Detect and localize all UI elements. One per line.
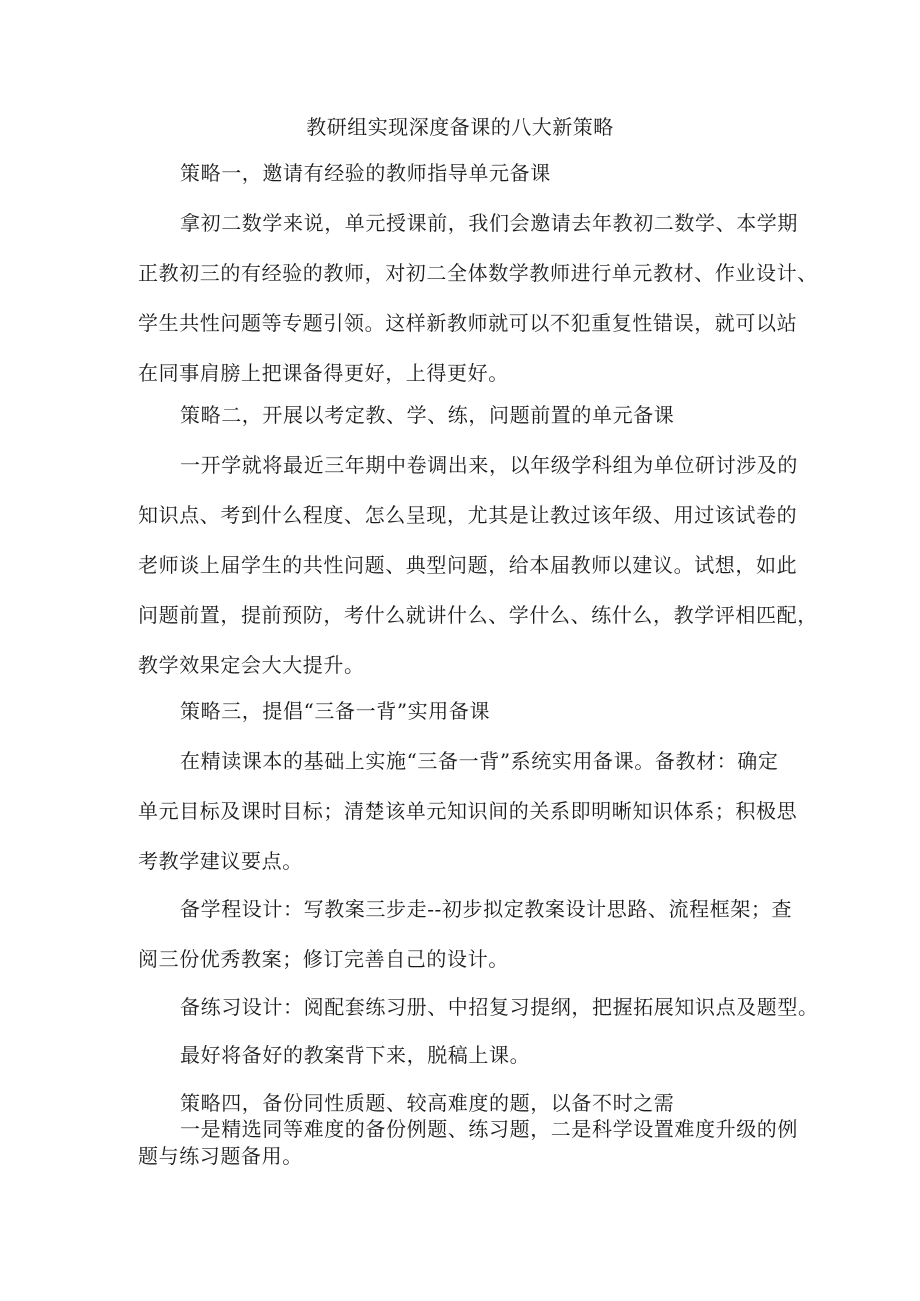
strategy2-body: 一开学就将最近三年期中卷调出来，以年级学科组为单位研讨涉及的 知识点、考到什么程度、怎么呈现，尤其是让教过该年级、用过该试卷的 老师谈上届学生的共性问题、典型问题，给本届教师以建议。试想，如此 问题前置，提前预防，考什么就讲什么、学什么、练什么，教学评相匹配， 教学效果定会大大提升。 — [138, 453, 818, 677]
strategy1-body: 拿初二数学来说，单元授课前，我们会邀请去年教初二数学、本学期 正教初三的有经验的教师，对初二全体数学教师进行单元教材、作业设计、 学生共性问题等专题引领。这样新教师就可以不犯重复性错误，就可以站 在同事肩膀上把课备得更好，上得更好。 — [138, 211, 818, 385]
strategy3-practice: 备练习设计：阅配套练习册、中招复习提纲，把握拓展知识点及题型。 — [180, 995, 819, 1019]
strategy2-heading: 策略二，开展以考定教、学、练，问题前置的单元备课 — [180, 403, 675, 427]
strategy3-plan: 备学程设计：写教案三步走--初步拟定教案设计思路、流程框架；查 阅三份优秀教案；修订完善自己的设计。 — [138, 897, 793, 971]
strategy1-heading: 策略一，邀请有经验的教师指导单元备课 — [180, 161, 551, 185]
strategy3-heading: 策略三，提倡“三备一背”实用备课 — [180, 699, 491, 723]
document-title: 教研组实现深度备课的八大新策略 — [306, 115, 614, 139]
strategy4-body: 一是精选同等难度的备份例题、练习题，二是科学设置难度升级的例 题与练习题备用。 — [138, 1117, 798, 1168]
strategy3-body: 在精读课本的基础上实施“三备一背”系统实用备课。备教材：确定 单元目标及课时目标；清楚该单元知识间的关系即明晰知识体系；积极思 考教学建议要点。 — [138, 749, 798, 873]
strategy4-heading: 策略四，备份同性质题、较高难度的题，以备不时之需 — [180, 1091, 675, 1115]
strategy3-memorize: 最好将备好的教案背下来，脱稿上课。 — [180, 1043, 531, 1067]
